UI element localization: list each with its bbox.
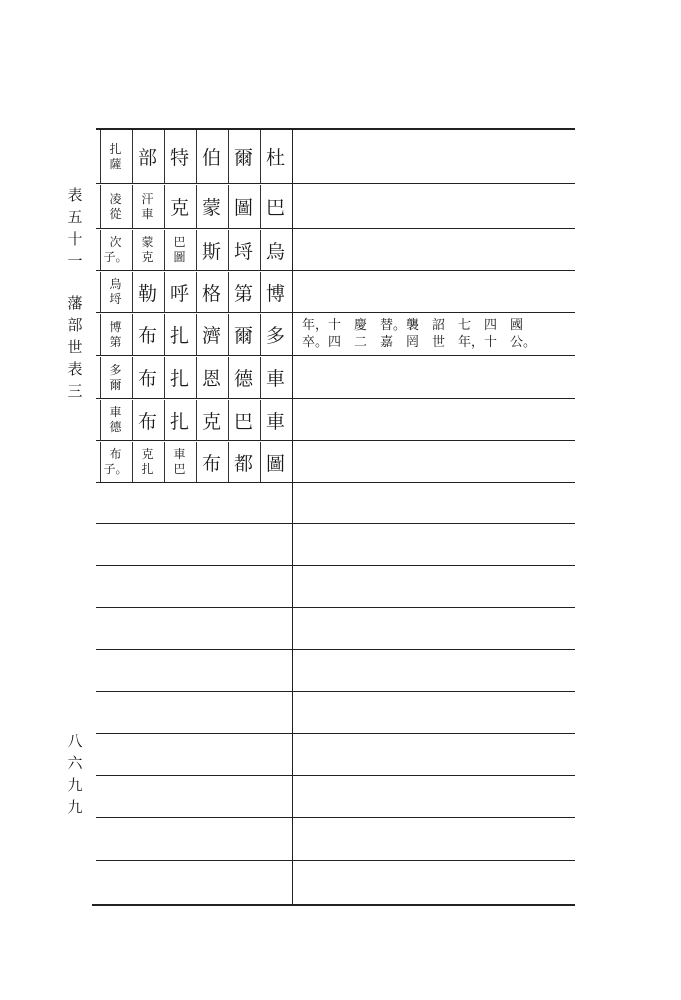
small-char: 圖	[173, 250, 186, 264]
note-line: 卒。四 二 嘉 罔 世 年，十 公。	[302, 335, 537, 350]
small-char: 車	[141, 206, 154, 221]
small-char: 子。	[103, 462, 128, 476]
name-cell: 特	[164, 130, 192, 183]
name-cell-small	[100, 272, 128, 312]
row-rule	[96, 649, 575, 650]
small-char: 扎	[109, 141, 122, 156]
lineage-row	[96, 442, 292, 482]
small-char: 博	[109, 319, 122, 334]
name-cell: 扎	[164, 357, 192, 398]
small-char: 從	[109, 206, 122, 221]
row-rule	[96, 482, 575, 483]
name-cell: 勒	[132, 272, 160, 312]
small-char: 德	[109, 420, 122, 434]
name-cell: 車	[260, 400, 288, 440]
lineage-row	[96, 130, 292, 183]
name-cell: 都	[228, 442, 256, 482]
name-cell: 巴	[260, 185, 288, 228]
row-rule	[96, 817, 575, 818]
name-cell: 車	[260, 357, 288, 398]
row-rule	[96, 565, 575, 566]
name-cell: 巴	[228, 400, 256, 440]
small-char: 烏	[109, 277, 122, 291]
row-rule	[96, 270, 575, 271]
row-rule	[96, 691, 575, 692]
name-cell-small	[100, 400, 128, 440]
name-cell: 爾	[228, 314, 256, 355]
name-cell: 第	[228, 272, 256, 312]
row-rule	[96, 523, 575, 524]
name-cell: 伯	[196, 130, 224, 183]
name-cell-small	[100, 357, 128, 398]
row-rule	[96, 607, 575, 608]
name-cell: 斯	[196, 230, 224, 270]
name-cell: 圖	[260, 442, 288, 482]
small-char: 子。	[103, 250, 128, 264]
name-cell-small	[164, 230, 192, 270]
name-cell: 博	[260, 272, 288, 312]
name-cell: 呼	[164, 272, 192, 312]
name-cell: 克	[164, 185, 192, 228]
lineage-row	[96, 272, 292, 312]
row-rule	[96, 860, 575, 861]
small-char: 車	[109, 405, 122, 419]
name-cell: 杜	[260, 130, 288, 183]
bottom-rule	[92, 904, 575, 906]
lineage-row	[96, 230, 292, 270]
name-cell-small	[100, 185, 128, 228]
name-cell-small	[100, 130, 128, 183]
small-char: 克	[141, 447, 154, 461]
name-cell: 多	[260, 314, 288, 355]
name-cell: 格	[196, 272, 224, 312]
name-cell: 德	[228, 357, 256, 398]
name-cell: 烏	[260, 230, 288, 270]
small-char: 蒙	[141, 235, 154, 249]
name-cell: 扎	[164, 314, 192, 355]
name-cell: 扎	[164, 400, 192, 440]
row-rule	[96, 440, 575, 441]
note-line: 年，十 慶 替。襲 詔 七 四 國	[302, 318, 524, 333]
small-char: 凌	[109, 191, 122, 206]
name-cell: 布	[196, 442, 224, 482]
small-char: 車	[173, 447, 186, 461]
name-cell-small	[164, 442, 192, 482]
name-cell: 布	[132, 400, 160, 440]
small-char: 克	[141, 250, 154, 264]
small-char: 巴	[173, 462, 186, 476]
lineage-row	[96, 357, 292, 398]
name-cell-small	[100, 230, 128, 270]
name-cell-small	[132, 230, 160, 270]
small-char: 埒	[109, 292, 122, 306]
lineage-row	[96, 400, 292, 440]
name-cell: 埒	[228, 230, 256, 270]
small-char: 汗	[141, 191, 154, 206]
row-rule	[96, 312, 575, 313]
name-cell: 爾	[228, 130, 256, 183]
page-number: 八 六 九 九	[67, 732, 83, 816]
name-cell: 圖	[228, 185, 256, 228]
lineage-row	[96, 314, 292, 355]
small-char: 多	[109, 362, 122, 377]
small-char: 扎	[141, 462, 154, 476]
name-cell-small	[132, 442, 160, 482]
row-rule	[96, 733, 575, 734]
name-cell: 布	[132, 314, 160, 355]
lineage-row	[96, 185, 292, 228]
small-char: 次	[109, 235, 122, 249]
biography-note	[302, 317, 574, 351]
row-rule	[96, 355, 575, 356]
name-cell: 部	[132, 130, 160, 183]
name-cell: 布	[132, 357, 160, 398]
row-rule	[96, 398, 575, 399]
name-cell: 克	[196, 400, 224, 440]
small-char: 布	[109, 447, 122, 461]
name-cell-small	[100, 314, 128, 355]
name-cell-small	[100, 442, 128, 482]
row-rule	[96, 183, 575, 184]
small-char: 第	[109, 334, 122, 349]
section-title: 藩 部 世 表 三	[67, 294, 83, 400]
row-rule	[96, 775, 575, 776]
name-cell: 濟	[196, 314, 224, 355]
small-char: 爾	[109, 377, 122, 392]
name-cell: 恩	[196, 357, 224, 398]
small-char: 薩	[109, 156, 122, 171]
small-char: 巴	[173, 235, 186, 249]
column-divider	[292, 128, 293, 904]
table-title: 表 五 十 一	[67, 186, 83, 270]
name-cell-small	[132, 185, 160, 228]
row-rule	[96, 228, 575, 229]
name-cell: 蒙	[196, 185, 224, 228]
